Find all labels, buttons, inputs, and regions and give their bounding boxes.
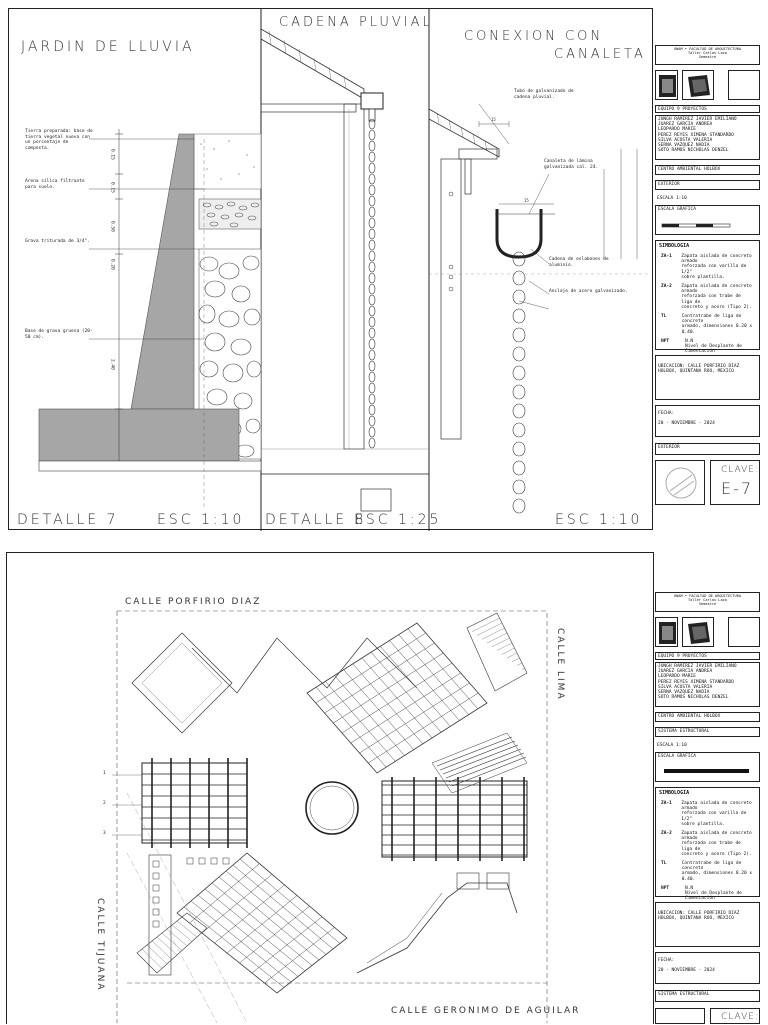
note-base: Base de grava gruesa (20-50 cm).: [25, 329, 93, 340]
roof-hatch-line: [277, 938, 347, 993]
roof-hatch-line: [360, 683, 470, 753]
tb-equipo: JUNGH RAMIREZ JAVIER EMILIANO JUAREZ GARCIA ANDREA LEOPARDO MARIE PEREZ REYES XIMENA STANDARDO SILVA ACOSTA VALERIA SERNA VAZQUEZ NADIA SOTO RAMOS NICHOLAS DENZEL: [655, 115, 760, 160]
tb2-proyecto: CENTRO AMBIENTAL HOLBOX: [655, 712, 760, 722]
note-gutter: Canaleta de lámina galvanizada cal. 24.: [544, 159, 599, 170]
detail-drawing: [9, 9, 654, 531]
tb-escala: ESCALA 1:10: [657, 196, 687, 201]
svg-text:15: 15: [491, 117, 496, 122]
walkway-line: [147, 945, 167, 964]
walkway-line: [502, 648, 515, 654]
simbologia-text: Zapata aislada de concreto armado reforzada con varilla de 1/2" sobre plantilla.: [681, 801, 752, 827]
label-esc-8: ESC 1:25: [354, 512, 442, 528]
chain-link: [369, 141, 375, 151]
street-left: CALLE TIJUANA: [95, 898, 105, 992]
chain-link: [513, 290, 525, 304]
simbologia-code: NPT: [661, 338, 670, 344]
chain-link: [369, 273, 375, 283]
chain-link: [513, 309, 525, 323]
walkway-line: [482, 628, 505, 639]
simbologia-row: [659, 885, 756, 903]
simbologia-code: NPT: [661, 885, 670, 891]
simbologia-text: N.N Nivel de Desplante de Cimentación: [685, 338, 742, 355]
chain-link: [369, 394, 375, 404]
chain-link: [369, 130, 375, 140]
roof-hatch-line: [252, 917, 322, 973]
dim-2: 0.15: [109, 182, 115, 193]
logo-unam-icon: [655, 70, 678, 100]
chain-link: [369, 438, 375, 448]
tb-proyecto: CENTRO AMBIENTAL HOLBOX: [655, 165, 760, 175]
tb-escala-grafica: ESCALA GRAFICA: [655, 205, 760, 235]
tb2-sistema-2: SISTEMA ESTRUCTURAL: [655, 990, 760, 1002]
roof-hatch-line: [377, 703, 487, 773]
tb-school: UNAM • FACULTAD DE ARQUITECTURA Taller Carlos Lazo Semestre: [655, 45, 760, 65]
tb-simbologia: SIMBOLOGIA ZA-1 Zapata aislada de concreto armado reforzada con varilla de 1/2" sobre plantilla. ZA-2 Zapata aislada de concreto armado reforzada con trabe de liga de concreto y acero (Tipo 2). TL Contratrabe de liga de concreto armado, dimensiones 0.20 x 0.40. NPT N.N Nivel de Desplante de Cimentación: [655, 240, 760, 350]
plan-sheet: [6, 552, 654, 1024]
roof-hatch-line: [265, 927, 335, 983]
simbologia-text: Zapata aislada de concreto armado reforzada con varilla de 1/2" sobre plantilla.: [681, 254, 752, 280]
simbologia-list: [656, 253, 759, 355]
chain-link: [369, 262, 375, 272]
walkway-line: [142, 949, 162, 969]
tb-ubicacion: UBICACION: CALLE PORFIRIO DIAZ HOLBOX, QUINTANA ROO, MEXICO: [655, 355, 760, 400]
chain-link: [369, 240, 375, 250]
chain-link: [513, 328, 525, 342]
chain-link: [513, 499, 525, 513]
logo-faculty-icon: [682, 617, 714, 647]
walkway-line: [472, 618, 500, 632]
chain-link: [513, 347, 525, 361]
simbologia-code: ZA-1: [661, 254, 672, 259]
chain-link: [513, 271, 525, 285]
chain-link: [513, 442, 525, 456]
chain-link: [369, 306, 375, 316]
simbologia-code: ZA-2: [661, 284, 672, 290]
simbologia-row: [659, 253, 756, 281]
walkway-line: [172, 925, 192, 942]
logo-blank: [728, 70, 760, 100]
tb2-escala-grafica: ESCALA GRAFICA: [655, 752, 760, 782]
walkway-line: [517, 663, 522, 666]
title-conexion-1: CONEXION CON: [464, 29, 604, 44]
simbologia-list: [656, 800, 759, 902]
dim-1: 0.15: [109, 149, 115, 160]
simbologia-text: Zapata aislada de concreto armado reforzada con trabe de liga de concreto y acero (Tipo 2).: [681, 284, 752, 310]
chain-link: [513, 423, 525, 437]
svg-text:15: 15: [524, 198, 529, 203]
note-sand: Arena sílica filtrante para suelo.: [25, 179, 85, 190]
walkway-line: [512, 658, 520, 662]
roof-hatch-line: [351, 673, 461, 743]
tb2-school: UNAM • FACULTAD DE ARQUITECTURA Taller Carlos Lazo Semestre: [655, 592, 760, 612]
simbologia-text: Zapata aislada de concreto armado reforzada con trabe de liga de concreto y acero (Tipo 2).: [681, 831, 752, 857]
chain-link: [369, 284, 375, 294]
title-conexion-2: CANALETA: [554, 47, 646, 62]
title-block-2: [655, 592, 760, 1024]
chain-link: [369, 416, 375, 426]
rain-chain-8: [369, 119, 375, 448]
note-anchor: Anclaje de acero galvanizado.: [549, 289, 628, 294]
tb-equipo-label: EQUIPO 9 PROYECTOS: [655, 105, 760, 113]
chain-link: [369, 207, 375, 217]
walkway-line: [162, 933, 182, 951]
tb2-escala: ESCALA 1:10: [657, 743, 687, 748]
street-right: CALLE LIMA: [555, 628, 565, 701]
walkway-line: [487, 633, 507, 643]
chain-link: [369, 251, 375, 261]
chain-link: [513, 366, 525, 380]
simbologia-code: TL: [661, 314, 667, 320]
simbologia-text: Contratrabe de liga de concreto armado, dimensiones 0.20 x 0.40.: [681, 861, 753, 882]
chain-link: [369, 229, 375, 239]
walkway-line: [497, 643, 512, 651]
chain-link: [513, 480, 525, 494]
chain-link: [369, 405, 375, 415]
note-tube: Tubo de galvanizado de cadena pluvial.: [514, 89, 574, 100]
chain-link: [369, 218, 375, 228]
label-esc-7: ESC 1:10: [157, 512, 245, 528]
tb2-sistema: SISTEMA ESTRUCTURAL: [655, 727, 760, 737]
chain-link: [513, 252, 525, 266]
grid-num-2: 2: [103, 801, 106, 806]
title-cadena: CADENA PLUVIAL: [279, 15, 433, 30]
logo-blank: [728, 617, 760, 647]
rain-chain-9: [513, 252, 525, 513]
logo-unam-icon: [655, 617, 678, 647]
chain-link: [369, 174, 375, 184]
label-esc-9: ESC 1:10: [555, 512, 643, 528]
walkway-line: [477, 623, 502, 636]
roof-hatch-line: [368, 693, 478, 763]
chain-link: [369, 185, 375, 195]
chain-link: [369, 328, 375, 338]
tb2-clave: CLAVE:: [710, 1008, 760, 1024]
walkway-line: [177, 921, 197, 937]
grid-num-3: 3: [103, 831, 106, 836]
tb-exterior: EXTERIOR: [655, 443, 760, 455]
simbologia-row: [659, 338, 756, 356]
simbologia-row: [659, 283, 756, 311]
chain-link: [369, 350, 375, 360]
chain-link: [369, 372, 375, 382]
detail-sheet: [8, 8, 653, 530]
title-jardin: JARDIN DE LLUVIA: [21, 39, 195, 55]
chain-link: [369, 295, 375, 305]
chain-link: [369, 196, 375, 206]
tb-sistema: EXTERIOR: [655, 180, 760, 190]
seal-icon: [655, 1008, 705, 1024]
label-detalle-7: DETALLE 7: [17, 512, 119, 528]
note-soil: Tierra preparada: base de tierra vegetal nueva con un porcentaje de composta.: [25, 129, 93, 151]
tb2-ubicacion: UBICACION: CALLE PORFIRIO DIAZ HOLBOX, QUINTANA ROO, MEXICO: [655, 902, 760, 947]
tb2-equipo: JUNGH RAMIREZ JAVIER EMILIANO JUAREZ GARCIA ANDREA LEOPARDO MARIE PEREZ REYES XIMENA STANDARDO SILVA ACOSTA VALERIA SERNA VAZQUEZ NADIA SOTO RAMOS NICHOLAS DENZEL: [655, 662, 760, 707]
walkway-line: [152, 941, 172, 960]
simbologia-text: Contratrabe de liga de concreto armado, dimensiones 0.20 x 0.40.: [681, 314, 753, 335]
simbologia-row: [659, 830, 756, 858]
tb2-fecha: FECHA: 20 - NOVIEMBRE - 2024: [655, 952, 760, 984]
roof-hatch-line: [325, 643, 435, 713]
roof-hatch-line: [333, 653, 443, 723]
walkway-line: [507, 653, 517, 658]
simbologia-row: [659, 313, 756, 336]
walkway-line: [157, 937, 177, 955]
chain-link: [513, 461, 525, 475]
grid-num-1: 1: [103, 771, 106, 776]
chain-link: [369, 383, 375, 393]
chain-link: [513, 385, 525, 399]
roof-hatch-line: [342, 663, 452, 733]
note-gravel: Grava triturada de 3/4".: [25, 239, 91, 244]
roof-hatch-line: [316, 633, 426, 703]
walkway-line: [522, 668, 525, 669]
dim-3: 0.50: [109, 221, 115, 232]
tb2-equipo-label: EQUIPO 9 PROYECTOS: [655, 652, 760, 660]
label-detalle-8: DETALLE 8: [265, 512, 367, 528]
chain-link: [369, 152, 375, 162]
chain-link: [369, 163, 375, 173]
roof-hatch-line: [307, 623, 417, 693]
chain-link: [369, 317, 375, 327]
seal-icon: [655, 460, 705, 505]
tb2-simbologia: SIMBOLOGIA ZA-1 Zapata aislada de concreto armado reforzada con varilla de 1/2" sobre plantilla. ZA-2 Zapata aislada de concreto armado reforzada con trabe de liga de concreto y acero (Tipo 2). TL Contratrabe de liga de concreto armado, dimensiones 0.20 x 0.40. NPT N.N Nivel de Desplante de Cimentación: [655, 787, 760, 897]
chain-link: [513, 404, 525, 418]
note-chain: Cadena de eslabones de aluminio.: [549, 257, 609, 268]
simbologia-code: ZA-1: [661, 801, 672, 806]
walkway-line: [167, 929, 187, 946]
street-bottom: CALLE GERONIMO DE AGUILAR: [391, 1006, 581, 1016]
title-block-1: [655, 45, 760, 525]
simbologia-code: ZA-2: [661, 831, 672, 837]
dim-4: 0.20: [109, 259, 115, 270]
chain-link: [369, 427, 375, 437]
simbologia-text: N.N Nivel de Desplante de Cimentación: [685, 885, 742, 902]
logo-faculty-icon: [682, 70, 714, 100]
tb-fecha: FECHA: 20 - NOVIEMBRE - 2024: [655, 405, 760, 437]
simbologia-code: TL: [661, 861, 667, 867]
simbologia-row: [659, 860, 756, 883]
simbologia-row: [659, 800, 756, 828]
dim-5: 2.40: [109, 359, 115, 370]
street-top: CALLE PORFIRIO DIAZ: [125, 597, 262, 607]
tb-clave: CLAVE: E-7: [710, 460, 760, 505]
chain-link: [369, 339, 375, 349]
chain-link: [369, 361, 375, 371]
